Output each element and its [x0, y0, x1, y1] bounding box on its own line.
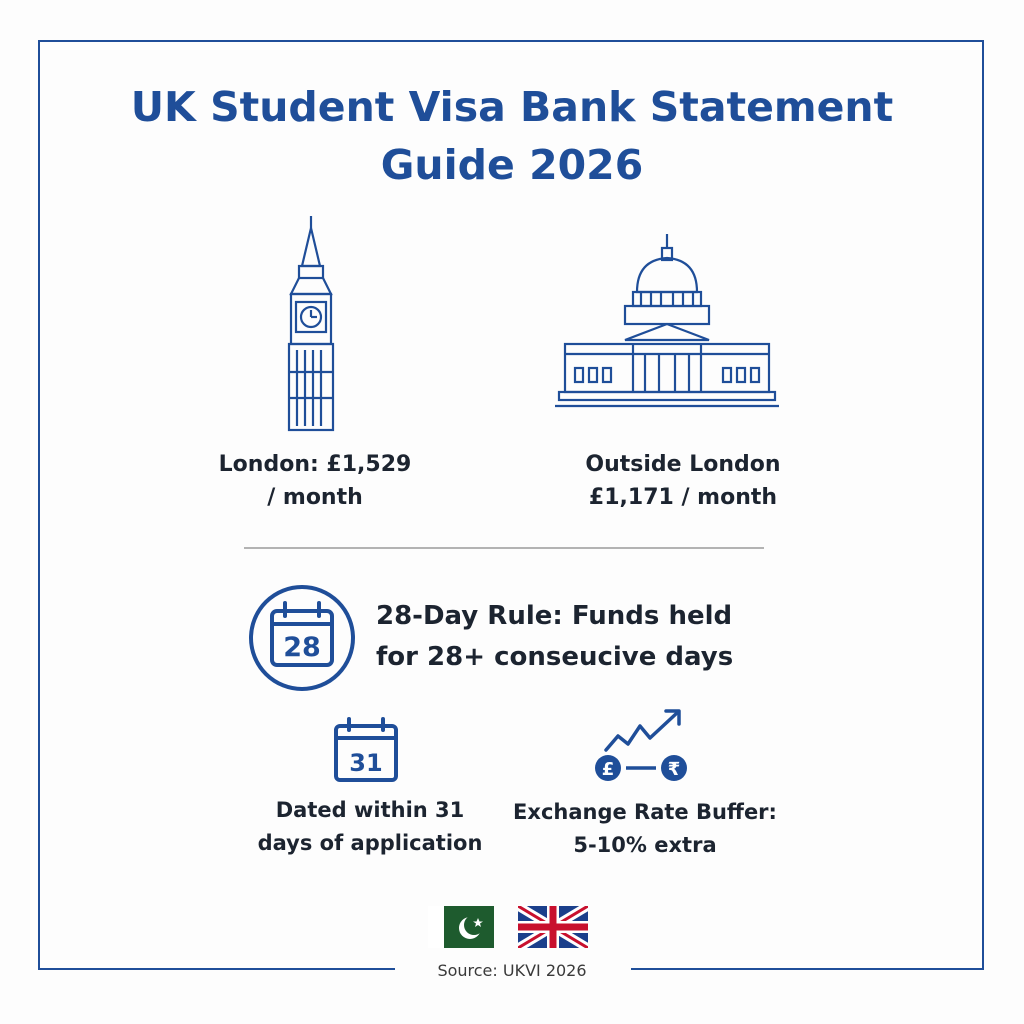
- dated-label: [240, 794, 500, 860]
- calendar-31-icon: [332, 716, 400, 784]
- london-label: [190, 448, 440, 514]
- rupee-symbol: ₹: [667, 759, 681, 780]
- calendar-28-number: 28: [283, 632, 321, 663]
- calendar-28-icon: [247, 583, 357, 693]
- london-line-1: London: £1,529: [218, 452, 412, 477]
- outside-london-line-1: Outside London: [585, 452, 781, 477]
- uk-flag-icon: [518, 906, 588, 948]
- title-line-1: UK Student Visa Bank Statement: [130, 83, 894, 131]
- exchange-label: [500, 796, 790, 862]
- source-note: Source: UKVI 2026: [437, 961, 587, 980]
- big-ben-icon: [280, 214, 342, 434]
- pound-symbol: £: [601, 759, 615, 780]
- rule-28-text: [376, 596, 733, 678]
- dated-line-2: days of application: [257, 831, 483, 855]
- calendar-31-number: 31: [349, 749, 383, 777]
- london-line-2: / month: [267, 485, 363, 510]
- section-divider: [244, 547, 764, 549]
- exchange-line-2: 5-10% extra: [573, 833, 717, 857]
- outside-london-label: [548, 448, 818, 514]
- title-line-2: Guide 2026: [380, 141, 644, 189]
- outside-london-line-2: £1,171 / month: [588, 485, 778, 510]
- page-title: [0, 78, 1024, 194]
- pakistan-flag-icon: [428, 906, 494, 948]
- government-building-icon: [553, 232, 781, 410]
- rule-28-line-2: for 28+ conseucive days: [376, 642, 734, 672]
- currency-exchange-icon: [588, 706, 688, 786]
- dated-line-1: Dated within 31: [275, 798, 465, 822]
- rule-28-line-1: 28-Day Rule: Funds held: [376, 601, 733, 631]
- exchange-line-1: Exchange Rate Buffer:: [513, 800, 777, 824]
